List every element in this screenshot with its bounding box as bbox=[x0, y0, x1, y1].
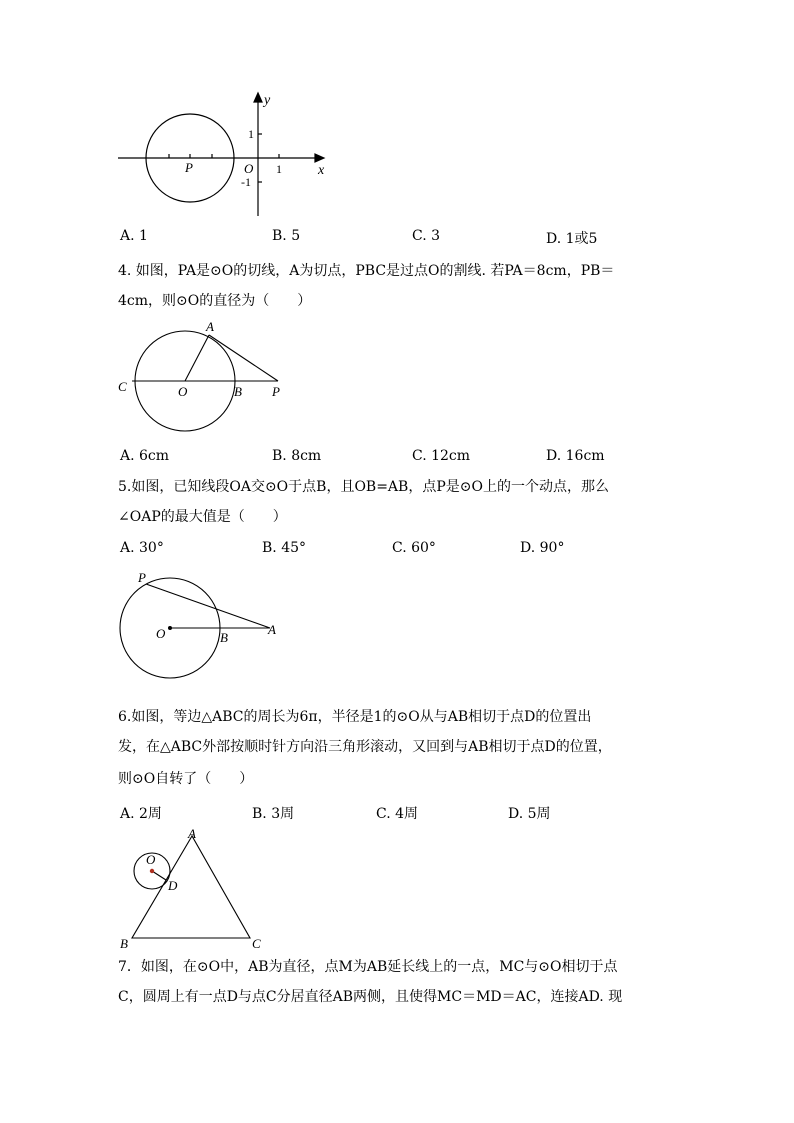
q5-option-a: A. 30° bbox=[120, 540, 164, 556]
tick-label-one-y: 1 bbox=[248, 127, 254, 141]
q4-option-b: B. 8cm bbox=[272, 448, 322, 464]
q6-text-line3: 则⊙O自转了（ ） bbox=[118, 771, 254, 787]
q4-option-c: C. 12cm bbox=[412, 448, 471, 464]
y-axis-arrow bbox=[254, 93, 262, 102]
point-p-label: P bbox=[185, 160, 193, 175]
label-o: O bbox=[146, 852, 156, 867]
q6-figure bbox=[110, 826, 270, 952]
q7-text-line2: C，圆周上有一点D与点C分居直径AB两侧，且使得MC＝MD＝AC，连接AD. 现 bbox=[118, 989, 623, 1005]
q7-text-line1: 7．如图，在⊙O中，AB为直径，点M为AB延长线上的一点，MC与⊙O相切于点 bbox=[118, 959, 618, 975]
q3-option-a: A. 1 bbox=[120, 228, 148, 244]
q6-option-b: B. 3周 bbox=[252, 806, 295, 822]
q4-text-line2: 4cm，则⊙O的直径为（ ） bbox=[118, 293, 312, 309]
q3-option-d: D. 1或5 bbox=[546, 231, 598, 247]
q6-option-a: A. 2周 bbox=[120, 806, 162, 822]
q4-option-a: A. 6cm bbox=[120, 448, 170, 464]
x-axis-label: x bbox=[318, 163, 325, 178]
q6-option-d: D. 5周 bbox=[508, 806, 551, 822]
q3-option-c: C. 3 bbox=[412, 228, 441, 244]
q5-option-b: B. 45° bbox=[262, 540, 307, 556]
tick-label-minus-one: -1 bbox=[241, 175, 251, 189]
label-b: B bbox=[120, 936, 128, 951]
q6-option-c: C. 4周 bbox=[376, 806, 419, 822]
label-p: P bbox=[272, 384, 280, 399]
q4-text-line1: 4. 如图，PA是⊙O的切线，A为切点，PBC是过点O的割线. 若PA＝8cm，PB＝ bbox=[118, 263, 615, 279]
q5-text-line2: ∠OAP的最大值是（ ） bbox=[118, 509, 287, 525]
x-axis-arrow bbox=[315, 154, 324, 162]
radius-od bbox=[152, 871, 166, 880]
label-a: A bbox=[188, 826, 196, 841]
label-o: O bbox=[178, 384, 188, 399]
label-p: P bbox=[138, 570, 146, 585]
label-b: B bbox=[234, 384, 242, 399]
label-c: C bbox=[118, 379, 127, 394]
origin-label: O bbox=[244, 161, 254, 176]
q3-figure bbox=[110, 88, 340, 223]
radius-oa bbox=[185, 335, 209, 381]
segment-pa bbox=[146, 584, 270, 628]
tangent-pa bbox=[209, 335, 278, 381]
q6-text-line2: 发，在△ABC外部按顺时针方向沿三角形滚动，又回到与AB相切于点D的位置， bbox=[118, 739, 612, 755]
y-axis-label: y bbox=[264, 93, 271, 108]
center-dot bbox=[168, 626, 172, 630]
label-a: A bbox=[268, 622, 276, 637]
q6-text-line1: 6.如图，等边△ABC的周长为6π，半径是1的⊙O从与AB相切于点D的位置出 bbox=[118, 709, 592, 725]
label-b: B bbox=[220, 630, 228, 645]
q3-option-b: B. 5 bbox=[272, 228, 301, 244]
q5-text-line1: 5.如图，已知线段OA交⊙O于点B，且OB=AB，点P是⊙O上的一个动点，那么 bbox=[118, 479, 609, 495]
label-a: A bbox=[206, 319, 214, 334]
q4-figure bbox=[110, 318, 300, 438]
label-o: O bbox=[156, 626, 166, 641]
q5-option-c: C. 60° bbox=[392, 540, 436, 556]
q5-figure bbox=[110, 566, 290, 686]
center-dot bbox=[150, 869, 154, 873]
q4-option-d: D. 16cm bbox=[546, 448, 605, 464]
label-c: C bbox=[252, 936, 261, 951]
q5-option-d: D. 90° bbox=[520, 540, 565, 556]
label-d: D bbox=[168, 878, 178, 893]
tick-label-one-x: 1 bbox=[276, 162, 282, 176]
